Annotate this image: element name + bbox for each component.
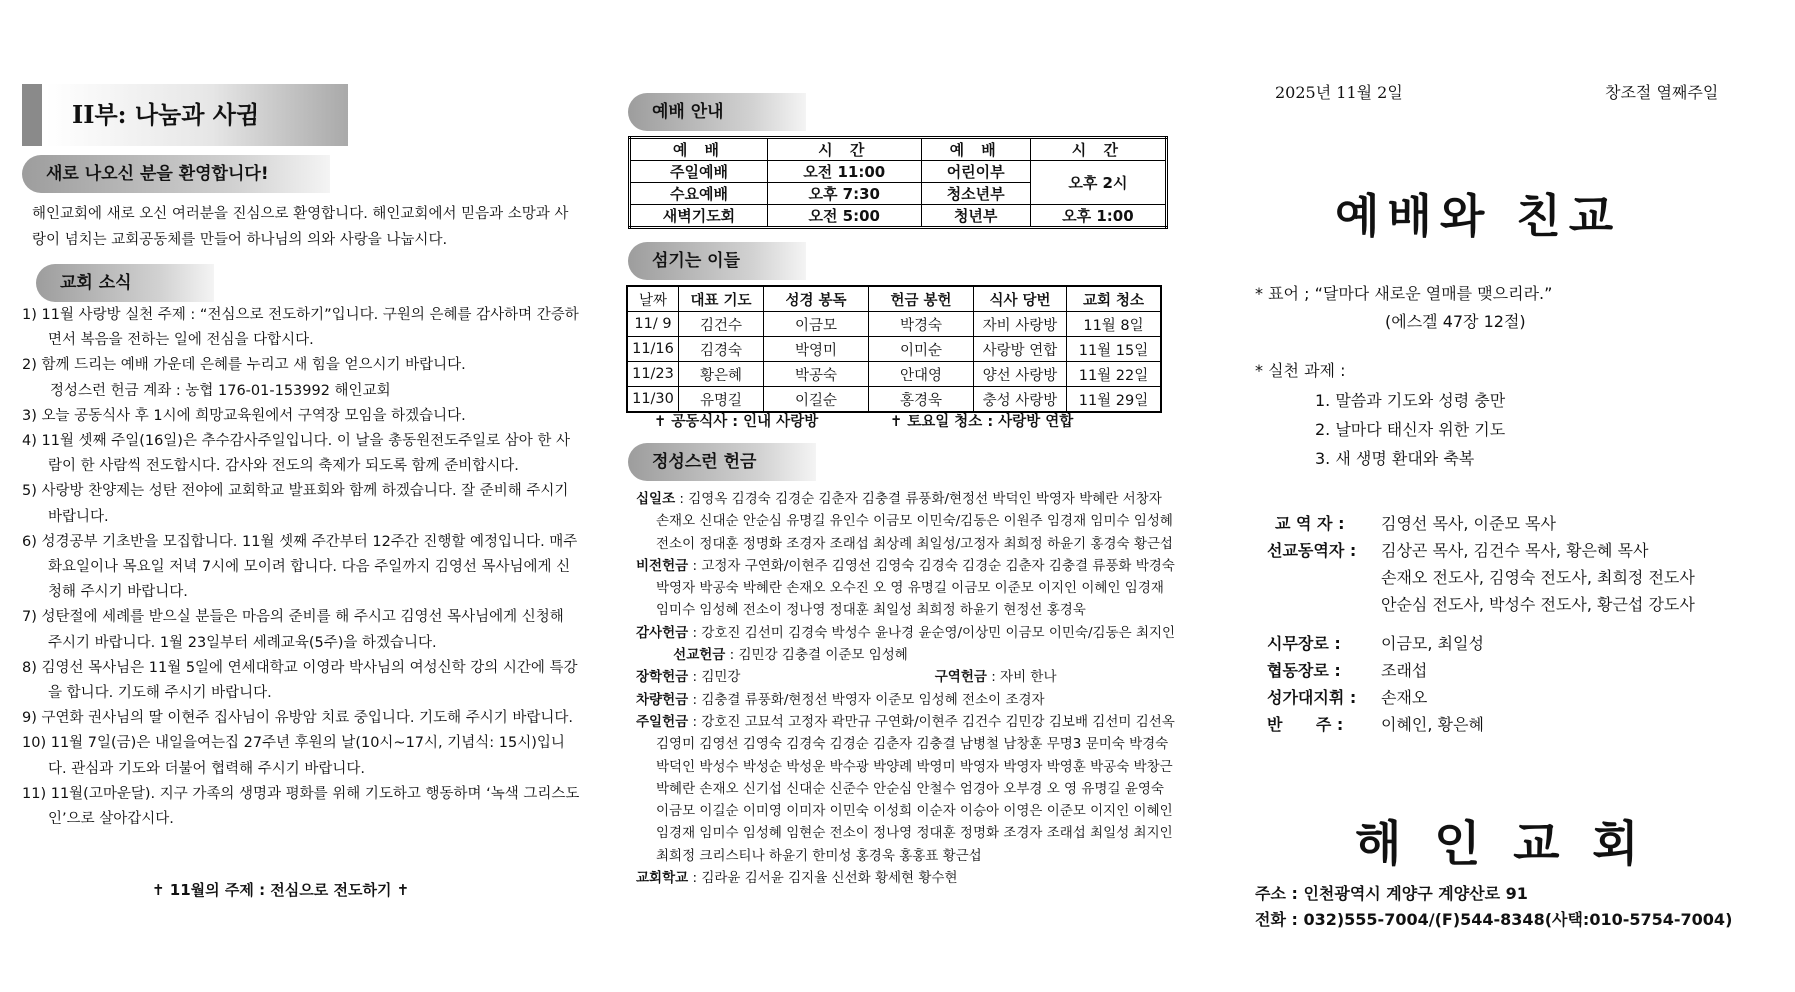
offering-category: 선교헌금 (673, 647, 726, 664)
table-cell: 홍경욱 (869, 387, 974, 413)
table-cell: 양선 사랑방 (974, 362, 1067, 387)
motto (1255, 280, 1765, 307)
table-cell: 김경숙 (679, 337, 764, 362)
task-item: 2. 날마다 태신자 위한 기도 (1315, 420, 1506, 439)
officer-role: 성가대지휘 : (1267, 688, 1357, 707)
servers-table (626, 285, 1162, 413)
table-header-cell: 예 배 (921, 138, 1030, 161)
table-header-cell: 시 간 (1030, 138, 1166, 161)
motto-text: “달마다 새로운 열매를 맺으리라.” (1314, 284, 1553, 303)
offering-names: 김충결 류풍화/현정선 박영자 이준모 임성혜 전소이 조경자 (701, 691, 1045, 708)
officer-names: 이혜인, 황은혜 (1381, 715, 1484, 734)
news-item: 9) 구연화 권사님의 딸 이현주 집사님이 유방암 치료 중입니다. 기도해 주시기 바랍니다. (22, 710, 574, 727)
table-cell: 새벽기도회 (630, 205, 768, 228)
table-cell: 11월 29일 (1067, 387, 1162, 413)
offering-category: 교회학교 (636, 870, 689, 887)
church-name: 해 인 교 회 (1355, 816, 1647, 872)
staff-names: 손재오 전도사, 김영숙 전도사, 최희정 전도사 (1381, 568, 1695, 587)
news-item: 4) 11월 셋째 주일(16일)은 추수감사주일입니다. 이 날을 총동원전도주일로 삼아 한 사람이 한 사람씩 전도합시다. 감사와 전도의 축제가 되도록 함께 준비합시다. (22, 433, 571, 475)
table-header-cell: 시 간 (767, 138, 921, 161)
table-cell: 이미순 (869, 337, 974, 362)
offering-category: 장학헌금 (636, 669, 689, 686)
table-cell: 박공숙 (764, 362, 869, 387)
offering-list (636, 488, 1176, 889)
table-cell: 11/23 (627, 362, 679, 387)
offering-names: 김영옥 김경숙 김경순 김춘자 김충결 류풍화/현정선 박덕인 박영자 박혜란 서창자 손재오 신대순 안순심 유명길 유인수 이금모 이민숙/김동은 이원주 임경재 임미수 임성혜 전소이 정대훈 정명화 조경자 조래섭 최상례 최일성/고정자 최희정 하윤기 홍경숙 황근섭 (656, 491, 1173, 552)
staff-names: 김상곤 목사, 김건수 목사, 황은혜 목사 (1381, 541, 1649, 560)
offering-category: 비전헌금 (636, 557, 689, 574)
table-cell: 청년부 (921, 205, 1030, 228)
table-row (630, 205, 1167, 228)
news-item: 7) 성탄절에 세례를 받으실 분들은 마음의 준비를 해 주시고 김영선 목사님에게 신청해 주시기 바랍니다. 1월 23일부터 세례교육(5주)을 하겠습니다. (22, 609, 564, 651)
servers-header: 섬기는 이들 (628, 242, 806, 280)
table-cell: 오후 2시 (1030, 161, 1166, 205)
news-list (22, 303, 582, 832)
news-header: 교회 소식 (36, 264, 214, 302)
table-cell: 황은혜 (679, 362, 764, 387)
offering-names: 자비 한나 (1000, 669, 1057, 686)
staff-role: 선교동역자 : (1267, 541, 1357, 560)
offering-row-school: 교회학교 : 김라윤 김서윤 김지율 신선화 황세현 황수현 (636, 870, 958, 887)
news-item: 11) 11월(고마운달). 지구 가족의 생명과 평화를 위해 기도하고 행동하며 ‘녹색 그리스도인’으로 살아갑시다. (22, 785, 580, 828)
table-cell: 이길순 (764, 387, 869, 413)
table-header-cell: 교회 청소 (1067, 286, 1162, 312)
table-cell: 11/ 9 (627, 312, 679, 337)
tasks-label: * 실천 과제 : (1255, 361, 1346, 380)
offering-category: 차량헌금 (636, 691, 689, 708)
table-cell: 박경숙 (869, 312, 974, 337)
church-phone: 전화 : 032)555-7004/(F)544-8348(사택:010-5754-7004) (1255, 910, 1733, 929)
table-cell: 수요예배 (630, 183, 768, 205)
table-cell: 11/30 (627, 387, 679, 413)
table-header-cell: 성경 봉독 (764, 286, 869, 312)
part-title (22, 84, 324, 146)
news-item: 8) 김영선 목사님은 11월 5일에 연세대학교 이영라 박사님의 여성신학 강의 시간에 특강을 합니다. 기도해 주시기 바랍니다. (22, 659, 578, 702)
table-cell: 11월 8일 (1067, 312, 1162, 337)
table-cell: 어린이부 (921, 161, 1030, 183)
table-row (627, 337, 1161, 362)
officer-role: 반 주 : (1267, 715, 1344, 734)
part-title-bar (22, 84, 42, 146)
offering-names: 강호진 고묘석 고정자 곽만규 구연화/이현주 김건수 김민강 김보배 김선미 김선옥 김영미 김영선 김영숙 김경숙 김경순 김춘자 김충결 남병철 남창훈 무명3 문미숙 박경숙 박덕인 박성수 박성순 박성운 박수광 박양례 박영미 박영자 박영자 박영훈 박공숙 박창근 박혜란 손재오 신기섭 신대순 신준수 안순심 안철수 엄경아 오부경 오 영 유명길 윤영숙 이금모 이길순 이미영 이미자 이민숙 이성희 이순자 이승아 이영은 이준모 이지인 이혜인 임경재 임미수 임성혜 임현순 전소이 정나영 정대훈 정명화 조경자 조래섭 최일성 최지인 최희정 크리스티나 하윤기 한미성 홍경욱 홍홍표 황근섭 (656, 713, 1175, 864)
staff-role: 교 역 자 : (1275, 514, 1345, 533)
table-cell: 11/16 (627, 337, 679, 362)
church-address: 주소 : 인천광역시 계양구 계양산로 91 (1255, 884, 1528, 903)
worship-table (628, 136, 1168, 229)
table-cell: 충성 사랑방 (974, 387, 1067, 413)
offering-row-sunday: 주일헌금 : 강호진 고묘석 고정자 곽만규 구연화/이현주 김건수 김민강 김보배 김선미 김선옥 김영미 김영선 김영숙 김경숙 김경순 김춘자 김충결 남병철 남창훈 무명3 문미숙 박경숙 박덕인 박성수 박성순 박성운 박수광 박양례 박영미 박영자 박영자 박영훈 박공숙 박창근 박혜란 손재오 신기섭 신대순 신준수 안순심 안철수 엄경아 오부경 오 영 유명길 윤영숙 이금모 이길순 이미영 이미자 이민숙 이성희 이순자 이승아 이영은 이준모 이지인 이혜인 임경재 임미수 임성혜 임현순 전소이 정나영 정대훈 정명화 조경자 조래섭 최일성 최지인 최희정 크리스티나 하윤기 한미성 홍경욱 홍홍표 황근섭 (636, 713, 1175, 864)
officer-role: 시무장로 : (1267, 634, 1341, 653)
offering-category: 주일헌금 (636, 713, 689, 730)
news-item: 5) 사랑방 찬양제는 성탄 전야에 교회학교 발표회와 함께 하겠습니다. 잘 준비해 주시기 바랍니다. (22, 483, 569, 525)
offering-row-tithe: 십일조 : 김영옥 김경숙 김경순 김춘자 김충결 류풍화/현정선 박덕인 박영자 박혜란 서창자 손재오 신대순 안순심 유명길 유인수 이금모 이민숙/김동은 이원주 임경재 임미수 임성혜 전소이 정대훈 정명화 조경자 조래섭 최상례 최일성/고정자 최희정 하윤기 홍경숙 황근섭 (636, 491, 1173, 552)
part-title-text: II부: 나눔과 사귐 (46, 84, 348, 146)
table-cell: 안대영 (869, 362, 974, 387)
news-item: 10) 11월 7일(금)은 내일을여는집 27주년 후원의 날(10시~17시, 기념식: 15시)입니다. 관심과 기도와 더불어 협력해 주시기 바랍니다. (22, 735, 565, 777)
worship-header: 예배 안내 (628, 93, 806, 131)
offering-row-vehicle: 차량헌금 : 김충결 류풍화/현정선 박영자 이준모 임성혜 전소이 조경자 (636, 691, 1045, 708)
table-cell: 오전 11:00 (767, 161, 921, 183)
table-cell: 사랑방 연합 (974, 337, 1067, 362)
staff-names: 김영선 목사, 이준모 목사 (1381, 514, 1556, 533)
table-header-cell: 대표 기도 (679, 286, 764, 312)
news-item: 6) 성경공부 기초반을 모집합니다. 11월 셋째 주간부터 12주간 진행할 예정입니다. 매주 화요일이나 목요일 저녁 7시에 모이려 합니다. 다음 주일까지 김영선 목사님에게 신청해 주시기 바랍니다. (22, 533, 578, 601)
table-cell: 자비 사랑방 (974, 312, 1067, 337)
bulletin-date: 2025년 11월 2일 (1275, 83, 1403, 102)
table-header-cell: 날짜 (627, 286, 679, 312)
motto-reference: (에스겔 47장 12절) (1385, 312, 1526, 331)
offering-category: 감사헌금 (636, 624, 689, 641)
offering-category: 구역헌금 (934, 669, 987, 686)
table-cell: 주일예배 (630, 161, 768, 183)
table-cell: 박영미 (764, 337, 869, 362)
welcome-text: 해인교회에 새로 오신 여러분을 진심으로 환영합니다. 해인교회에서 믿음과 소망과 사랑이 넘치는 교회공동체를 만들어 하나님의 의와 사랑을 나눕시다. (32, 206, 569, 248)
meal-note: ✝ 공동식사 : 인내 사랑방 (654, 414, 819, 430)
offering-names: 김라윤 김서윤 김지율 신선화 황세현 황수현 (701, 870, 958, 887)
table-row (627, 362, 1161, 387)
table-cell: 오전 5:00 (767, 205, 921, 228)
table-cell: 오후 7:30 (767, 183, 921, 205)
officer-names: 이금모, 최일성 (1381, 634, 1484, 653)
task-item: 3. 새 생명 환대와 축복 (1315, 449, 1475, 468)
table-header-cell: 헌금 봉헌 (869, 286, 974, 312)
officer-names: 손재오 (1381, 688, 1428, 707)
offering-names: 김민강 (701, 669, 741, 686)
staff-names: 안순심 전도사, 박성수 전도사, 황근섭 강도사 (1381, 595, 1695, 614)
table-row (627, 387, 1161, 413)
offering-names: 고정자 구연화/이현주 김영선 김영숙 김경숙 김경순 김춘자 김충결 류풍화 박경숙 박영자 박공숙 박혜란 손재오 오수진 오 영 유명길 이금모 이준모 이지인 이혜인 임경재 임미수 임성혜 전소이 정나영 정대훈 최일성 최희정 하윤기 현정선 홍경욱 (656, 557, 1175, 619)
offering-names: 강호진 김선미 김경숙 박성수 윤나경 윤순영/이상민 이금모 이민숙/김동은 최지인 (701, 624, 1176, 641)
task-item: 1. 말씀과 기도와 성령 충만 (1315, 391, 1506, 410)
table-header-cell: 예 배 (630, 138, 768, 161)
cleaning-note: ✝ 토요일 청소 : 사랑방 연합 (890, 414, 1074, 430)
offering-category: 십일조 (636, 491, 676, 507)
offering-row-thanks: 감사헌금 : 강호진 김선미 김경숙 박성수 윤나경 윤순영/이상민 이금모 이민숙/김동은 최지인 선교헌금 : 김민강 김충결 이준모 임성혜 (636, 624, 1176, 664)
table-row (630, 161, 1167, 183)
table-cell: 오후 1:00 (1030, 205, 1166, 228)
table-cell: 11월 15일 (1067, 337, 1162, 362)
table-header-row (627, 286, 1161, 312)
bulletin-title: 예배와 친교 (1335, 189, 1622, 243)
table-cell: 이금모 (764, 312, 869, 337)
offering-header: 정성스런 헌금 (628, 443, 816, 481)
table-header-row (630, 138, 1167, 161)
news-item: 정성스런 헌금 계좌 : 농협 176-01-153992 해인교회 (50, 382, 391, 399)
officer-role: 협동장로 : (1267, 661, 1341, 680)
table-row (627, 312, 1161, 337)
offering-row-vision: 비전헌금 : 고정자 구연화/이현주 김영선 김영숙 김경숙 김경순 김춘자 김충결 류풍화 박경숙 박영자 박공숙 박혜란 손재오 오수진 오 영 유명길 이금모 이준모 이지인 이혜인 임경재 임미수 임성혜 전소이 정나영 정대훈 최일성 최희정 하윤기 현정선 홍경욱 (636, 557, 1175, 619)
offering-row-scholarship: 장학헌금 : 김민강 구역헌금 : 자비 한나 (636, 669, 1057, 686)
table-cell: 청소년부 (921, 183, 1030, 205)
liturgical-season: 창조절 열째주일 (1605, 83, 1719, 102)
table-header-cell: 식사 당번 (974, 286, 1067, 312)
news-item: 3) 오늘 공동식사 후 1시에 희망교육원에서 구역장 모임을 하겠습니다. (22, 407, 466, 424)
table-cell: 김건수 (679, 312, 764, 337)
table-cell: 유명길 (679, 387, 764, 413)
news-item: 2) 함께 드리는 예배 가운데 은혜를 누리고 새 힘을 얻으시기 바랍니다. (22, 357, 466, 374)
monthly-theme: ✝ 11월의 주제 : 전심으로 전도하기 ✝ (152, 881, 410, 899)
motto-label: * 표어 ; (1255, 284, 1310, 303)
news-item: 1) 11월 사랑방 실천 주제 : “전심으로 전도하기”입니다. 구원의 은혜를 감사하며 간증하면서 복음을 전하는 일에 전심을 다합시다. (22, 307, 579, 349)
table-cell: 11월 22일 (1067, 362, 1162, 387)
offering-names: 김민강 김충결 이준모 임성혜 (738, 647, 908, 664)
welcome-header: 새로 나오신 분을 환영합니다! (22, 155, 330, 193)
officer-names: 조래섭 (1381, 661, 1428, 680)
